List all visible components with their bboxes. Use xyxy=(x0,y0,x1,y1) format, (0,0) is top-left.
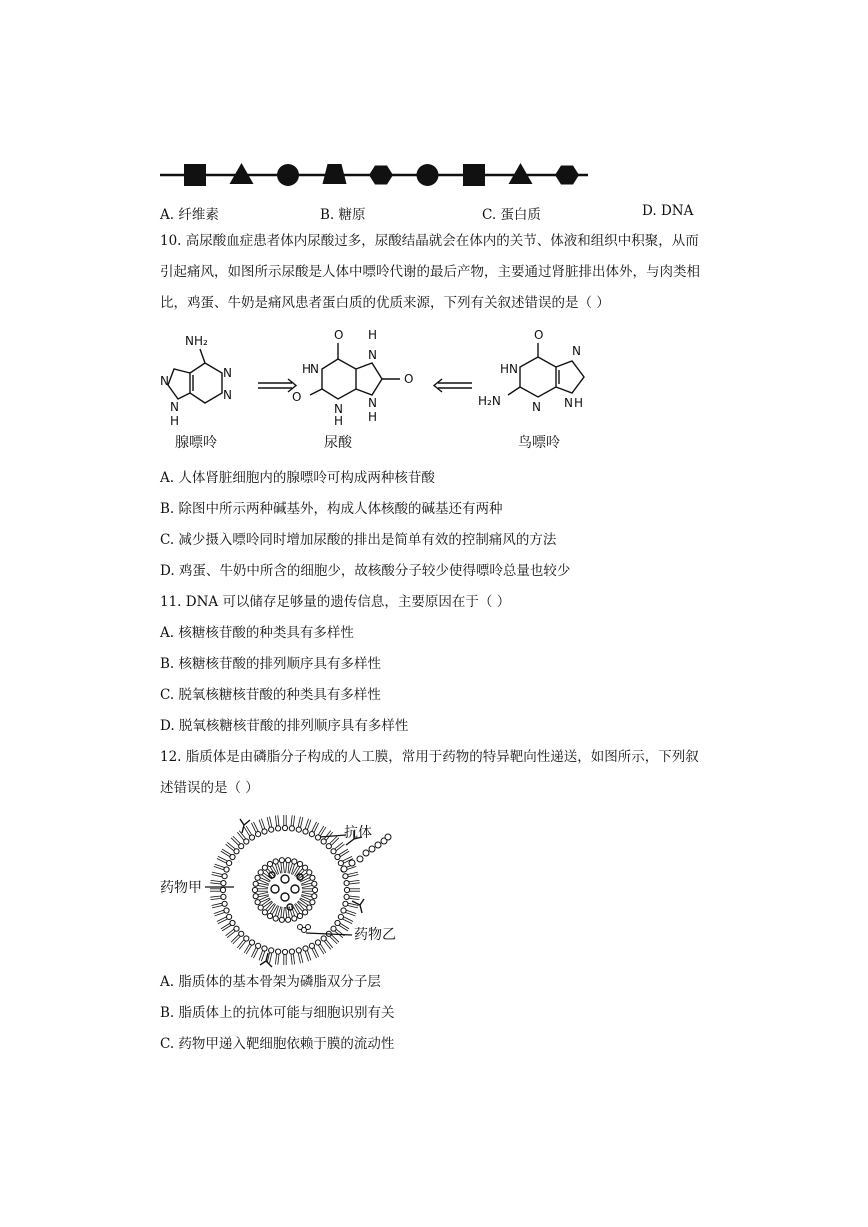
q10-option-c[interactable]: C. 减少摄入嘌呤同时增加尿酸的排出是简单有效的控制痛风的方法 xyxy=(160,532,557,548)
atom-label: N xyxy=(310,362,319,376)
outer-lipid-head xyxy=(221,881,226,886)
outer-lipid-head xyxy=(341,908,346,913)
inner-lipid-head xyxy=(253,881,258,886)
outer-lipid-head xyxy=(303,829,308,834)
inner-lipid-tail xyxy=(281,907,282,917)
outer-lipid-tail xyxy=(314,823,319,832)
option-text: 纤维素 xyxy=(178,207,219,223)
outer-lipid-head xyxy=(335,854,340,859)
outer-lipid-tail xyxy=(218,919,227,924)
q11-option-b[interactable]: B. 核糖核苷酸的排列顺序具有多样性 xyxy=(160,656,382,672)
outer-lipid-tail xyxy=(339,849,348,855)
liposome-bilayer xyxy=(210,815,360,965)
option-text: 蛋白质 xyxy=(500,207,541,223)
q10-option-d[interactable]: D. 鸡蛋、牛奶中所含的细胞少，故核酸分子较少使得嘌呤总量也较少 xyxy=(160,563,571,579)
outer-lipid-head xyxy=(269,827,274,832)
outer-lipid-tail xyxy=(244,827,250,836)
q12-stem-line-2: 述错误的是（ ） xyxy=(160,780,259,796)
outer-lipid-tail xyxy=(335,842,343,849)
outer-lipid-head xyxy=(331,926,336,931)
outer-lipid-head xyxy=(343,901,348,906)
outer-lipid-tail xyxy=(251,823,256,832)
outer-lipid-tail xyxy=(298,817,300,827)
q9-option-a[interactable] xyxy=(160,203,219,223)
inner-lipid-head xyxy=(279,917,284,922)
outer-lipid-tail xyxy=(318,826,324,835)
outer-lipid-tail xyxy=(312,949,317,958)
outer-lipid-tail xyxy=(270,953,272,963)
q12-option-b[interactable]: B. 脂质体上的抗体可能与细胞识别有关 xyxy=(160,1005,395,1021)
inner-lipid-head xyxy=(292,916,297,921)
atom-label: O xyxy=(534,328,544,342)
liposome-figure xyxy=(160,815,420,975)
atom-label: N xyxy=(223,366,232,380)
outer-lipid-tail xyxy=(320,827,326,836)
drug-b-bead xyxy=(306,925,311,930)
outer-lipid-head xyxy=(282,949,287,954)
drug-a-label: 药物甲 xyxy=(160,880,202,896)
atom-label: N xyxy=(223,388,232,402)
outer-lipid-tail xyxy=(227,842,235,849)
outer-lipid-head xyxy=(230,920,235,925)
atom-label: H xyxy=(170,414,180,428)
outer-lipid-head xyxy=(309,943,314,948)
outer-lipid-head xyxy=(256,943,261,948)
outer-lipid-head xyxy=(239,931,244,936)
outer-lipid-head xyxy=(249,940,254,945)
outer-lipid-head xyxy=(344,887,349,892)
inner-lipid-head xyxy=(312,894,317,899)
outer-lipid-head xyxy=(234,849,239,854)
outer-lipid-head xyxy=(343,874,348,879)
inner-lipid-head xyxy=(307,905,312,910)
outer-lipid-tail xyxy=(326,940,333,948)
q10-stem-line-1: 10. 高尿酸血症患者体内尿酸过多，尿酸结晶就会在体内的关节、体液和组织中积聚，从而 xyxy=(160,233,699,249)
outer-lipid-tail xyxy=(332,935,339,942)
outer-lipid-tail xyxy=(212,903,222,905)
atom-label: N xyxy=(368,396,377,410)
outer-lipid-tail xyxy=(218,856,227,861)
q11-option-a[interactable]: A. 核糖核苷酸的种类具有多样性 xyxy=(160,625,354,641)
outer-lipid-head xyxy=(234,926,239,931)
drug-b-bead xyxy=(341,866,347,872)
inner-lipid-head xyxy=(297,861,302,866)
uric-acid-structure xyxy=(292,328,413,451)
inner-lipid-tail xyxy=(283,863,284,873)
outer-lipid-tail xyxy=(212,906,222,908)
inner-lipid-tail xyxy=(281,863,282,873)
outer-lipid-tail xyxy=(312,822,317,831)
outer-lipid-head xyxy=(315,835,320,840)
outer-lipid-tail xyxy=(324,941,331,949)
outer-lipid-head xyxy=(282,825,287,830)
inner-lipid-tail xyxy=(258,886,268,888)
outer-lipid-tail xyxy=(349,896,359,897)
monomer-triangle-icon xyxy=(230,163,254,184)
outer-lipid-head xyxy=(289,949,294,954)
outer-lipid-head xyxy=(321,839,326,844)
atom-label: N xyxy=(368,348,377,362)
atom-label: O xyxy=(404,372,414,386)
outer-lipid-head xyxy=(276,949,281,954)
atom-label: H xyxy=(574,396,584,410)
monomer-hexagon-icon xyxy=(369,166,393,185)
inner-lipid-tail xyxy=(258,892,268,894)
outer-lipid-tail xyxy=(212,875,222,877)
inner-lipid-tail xyxy=(293,866,298,875)
q9-option-c[interactable] xyxy=(482,203,541,223)
outer-lipid-tail xyxy=(210,883,220,884)
outer-lipid-tail xyxy=(217,917,226,922)
monomer-trapezoid-icon xyxy=(323,164,347,184)
atom-label: O xyxy=(292,390,302,404)
inner-lipid-head xyxy=(267,861,272,866)
outer-lipid-head xyxy=(344,881,349,886)
outer-lipid-head xyxy=(220,887,225,892)
outer-lipid-tail xyxy=(336,844,344,851)
q10-option-b[interactable]: B. 除图中所示两种碱基外，构成人体核酸的碱基还有两种 xyxy=(160,501,503,517)
drug-b-bead xyxy=(349,860,355,866)
atom-label: H₂N xyxy=(478,394,501,408)
outer-lipid-tail xyxy=(332,838,339,845)
outer-lipid-head xyxy=(276,826,281,831)
outer-lipid-tail xyxy=(293,954,294,964)
q10-stem-line-3: 比，鸡蛋、牛奶是痛风患者蛋白质的优质来源，下列有关叙述错误的是（ ） xyxy=(160,295,610,311)
outer-lipid-tail xyxy=(246,945,252,954)
inner-lipid-head xyxy=(303,865,308,870)
outer-lipid-head xyxy=(321,936,326,941)
outer-lipid-tail xyxy=(239,941,246,949)
drug-b-bead xyxy=(357,856,363,862)
inner-lipid-head xyxy=(273,916,278,921)
outer-lipid-head xyxy=(309,832,314,837)
outer-lipid-tail xyxy=(212,872,222,874)
outer-lipid-head xyxy=(262,946,267,951)
outer-lipid-tail xyxy=(301,953,303,963)
q9-option-b[interactable] xyxy=(320,203,366,223)
outer-lipid-tail xyxy=(211,898,221,899)
outer-lipid-tail xyxy=(330,937,337,944)
inner-lipid-tail xyxy=(302,886,312,888)
outer-lipid-head xyxy=(315,940,320,945)
outer-lipid-head xyxy=(303,946,308,951)
q11-stem: 11. DNA 可以储存足够量的遗传信息，主要原因在于（ ） xyxy=(160,594,511,610)
outer-lipid-tail xyxy=(348,872,358,874)
inner-lipid-head xyxy=(310,875,315,880)
outer-lipid-head xyxy=(224,867,229,872)
monomer-square-icon xyxy=(463,164,485,186)
outer-lipid-head xyxy=(227,914,232,919)
outer-lipid-head xyxy=(335,920,340,925)
inner-lipid-head xyxy=(253,894,258,899)
guanine-structure xyxy=(478,328,584,451)
inner-lipid-tail xyxy=(288,863,289,873)
option-text: 糖原 xyxy=(338,207,366,223)
drug-b-label: 药物乙 xyxy=(354,927,396,943)
outer-lipid-tail xyxy=(349,898,359,899)
outer-lipid-tail xyxy=(237,940,244,948)
atom-label: H xyxy=(334,414,344,428)
inner-lipid-head xyxy=(262,865,267,870)
q10-option-a[interactable]: A. 人体肾脏细胞内的腺嘌呤可构成两种核苷酸 xyxy=(160,470,435,486)
outer-lipid-tail xyxy=(210,896,220,897)
outer-lipid-tail xyxy=(227,931,235,938)
outer-lipid-tail xyxy=(349,883,359,884)
outer-lipid-tail xyxy=(330,836,337,843)
outer-lipid-head xyxy=(262,829,267,834)
q10-stem-line-2: 引起痛风，如图所示尿酸是人体中嘌呤代谢的最后产物，主要通过肾脏排出体外，与肉类相 xyxy=(160,264,700,280)
inner-lipid-head xyxy=(258,870,263,875)
q12-stem-line-1: 12. 脂质体是由磷脂分子构成的人工膜，常用于药物的特异靶向性递送，如图所示，下列叙 xyxy=(160,749,699,765)
inner-lipid-head xyxy=(252,887,257,892)
outer-lipid-head xyxy=(331,849,336,854)
monomer-hexagon-icon xyxy=(555,166,579,185)
inner-lipid-tail xyxy=(302,892,312,894)
inner-lipid-head xyxy=(258,905,263,910)
compound-name: 尿酸 xyxy=(324,435,352,451)
outer-lipid-tail xyxy=(222,849,231,855)
atom-label: N xyxy=(160,374,169,388)
q12-option-c[interactable]: C. 药物甲递入靶细胞依赖于膜的流动性 xyxy=(160,1036,395,1052)
outer-lipid-tail xyxy=(348,906,358,908)
monomer-circle-icon xyxy=(277,164,299,186)
inner-lipid-head xyxy=(307,870,312,875)
outer-lipid-tail xyxy=(314,948,319,957)
outer-lipid-head xyxy=(338,861,343,866)
outer-lipid-head xyxy=(344,894,349,899)
outer-lipid-tail xyxy=(339,925,348,931)
inner-lipid-tail xyxy=(283,907,284,917)
q9-option-d[interactable] xyxy=(642,203,693,219)
inner-lipid-head xyxy=(312,887,317,892)
inner-lipid-head xyxy=(273,859,278,864)
drug-b-bead xyxy=(385,834,391,840)
outer-lipid-head xyxy=(224,908,229,913)
inner-lipid-head xyxy=(310,900,315,905)
outer-lipid-tail xyxy=(293,816,294,826)
outer-lipid-head xyxy=(338,914,343,919)
atom-label: N xyxy=(532,400,541,414)
outer-lipid-tail xyxy=(237,832,244,840)
monomer-square-icon xyxy=(184,164,206,186)
atom-label: NH₂ xyxy=(185,334,208,348)
inner-lipid-head xyxy=(267,913,272,918)
inner-lipid-head xyxy=(279,858,284,863)
atom-label: N xyxy=(170,400,179,414)
atom-label: N xyxy=(334,402,343,416)
outer-lipid-tail xyxy=(343,919,352,924)
monomer-circle-icon xyxy=(417,164,439,186)
outer-lipid-head xyxy=(289,826,294,831)
adenine-structure xyxy=(160,334,232,451)
outer-lipid-tail xyxy=(275,816,276,826)
atom-label: H xyxy=(368,410,378,424)
inner-lipid-head xyxy=(262,910,267,915)
drug-b-bead xyxy=(363,850,369,856)
outer-lipid-tail xyxy=(291,815,292,825)
outer-lipid-head xyxy=(269,948,274,953)
outer-lipid-tail xyxy=(324,831,331,839)
outer-lipid-tail xyxy=(211,880,221,881)
option-letter: A. xyxy=(160,207,175,223)
outer-lipid-tail xyxy=(291,954,292,964)
outer-lipid-head xyxy=(230,854,235,859)
outer-lipid-tail xyxy=(226,929,234,936)
outer-lipid-tail xyxy=(221,851,230,857)
outer-lipid-tail xyxy=(246,826,252,835)
q12-option-a[interactable]: A. 脂质体的基本骨架为磷脂双分子层 xyxy=(160,974,381,990)
outer-lipid-tail xyxy=(320,944,326,953)
outer-lipid-tail xyxy=(267,817,269,827)
outer-lipid-tail xyxy=(344,917,353,922)
atom-label: N xyxy=(564,396,573,410)
purine-metabolism-figure xyxy=(160,325,600,455)
inner-lipid-head xyxy=(297,913,302,918)
outer-lipid-tail xyxy=(233,836,240,843)
outer-lipid-tail xyxy=(221,923,230,929)
outer-lipid-head xyxy=(222,874,227,879)
outer-lipid-tail xyxy=(270,817,272,827)
inner-lipid-tail xyxy=(286,907,287,917)
outer-lipid-tail xyxy=(301,817,303,827)
outer-lipid-tail xyxy=(278,954,279,964)
inner-lipid-head xyxy=(286,917,291,922)
outer-lipid-tail xyxy=(349,880,359,881)
outer-lipid-head xyxy=(256,832,261,837)
inner-lipid-tail xyxy=(288,907,289,917)
atom-label: N xyxy=(572,344,581,358)
outer-lipid-tail xyxy=(231,838,238,845)
outer-lipid-tail xyxy=(340,851,349,857)
outer-lipid-head xyxy=(244,936,249,941)
outer-lipid-tail xyxy=(348,875,358,877)
inner-lipid-tail xyxy=(286,863,287,873)
outer-lipid-tail xyxy=(226,844,234,851)
outer-lipid-head xyxy=(227,861,232,866)
option-letter: B. xyxy=(320,207,335,223)
leader-line xyxy=(320,835,346,837)
outer-lipid-head xyxy=(222,901,227,906)
outer-lipid-head xyxy=(326,844,331,849)
outer-lipid-tail xyxy=(278,815,279,825)
inner-lipid-head xyxy=(303,910,308,915)
atom-label: O xyxy=(334,328,344,342)
compound-name: 鸟嘌呤 xyxy=(518,435,560,451)
antibody-label: 抗体 xyxy=(344,825,372,841)
outer-lipid-tail xyxy=(254,949,259,958)
outer-lipid-tail xyxy=(222,925,231,931)
inner-lipid-head xyxy=(292,859,297,864)
arrow-left-icon xyxy=(434,379,472,392)
drug-b-bead xyxy=(369,846,375,852)
outer-lipid-head xyxy=(296,948,301,953)
option-text: DNA xyxy=(660,203,694,219)
outer-lipid-tail xyxy=(254,822,259,831)
outer-lipid-tail xyxy=(251,948,256,957)
atom-label: H xyxy=(368,328,378,342)
outer-lipid-tail xyxy=(231,935,238,942)
inner-lipid-head xyxy=(255,900,260,905)
outer-lipid-tail xyxy=(318,945,324,954)
outer-lipid-tail xyxy=(217,859,226,864)
outer-lipid-head xyxy=(221,894,226,899)
option-letter: D. xyxy=(642,203,657,219)
monomer-triangle-icon xyxy=(509,163,533,184)
compound-name: 腺嘌呤 xyxy=(175,435,217,451)
outer-lipid-head xyxy=(296,827,301,832)
q11-option-d[interactable]: D. 脱氧核糖核苷酸的排列顺序具有多样性 xyxy=(160,718,409,734)
outer-lipid-tail xyxy=(298,953,300,963)
chain-monomers xyxy=(184,163,579,186)
outer-lipid-head xyxy=(249,835,254,840)
inner-lipid-head xyxy=(286,858,291,863)
outer-lipid-tail xyxy=(275,954,276,964)
polymer-chain-figure xyxy=(150,155,600,195)
outer-lipid-tail xyxy=(340,923,349,929)
inner-lipid-head xyxy=(312,881,317,886)
outer-lipid-tail xyxy=(233,937,240,944)
atom-label: HN xyxy=(500,362,518,376)
outer-lipid-head xyxy=(239,844,244,849)
arrow-right-icon xyxy=(258,379,296,392)
outer-lipid-head xyxy=(244,839,249,844)
atom-label: H xyxy=(302,362,312,376)
q11-option-c[interactable]: C. 脱氧核糖核苷酸的种类具有多样性 xyxy=(160,687,381,703)
inner-lipid-head xyxy=(255,875,260,880)
inner-lipid-tail xyxy=(272,905,277,914)
outer-lipid-tail xyxy=(244,944,250,953)
option-letter: C. xyxy=(482,207,497,223)
drug-b-bead xyxy=(375,842,381,848)
